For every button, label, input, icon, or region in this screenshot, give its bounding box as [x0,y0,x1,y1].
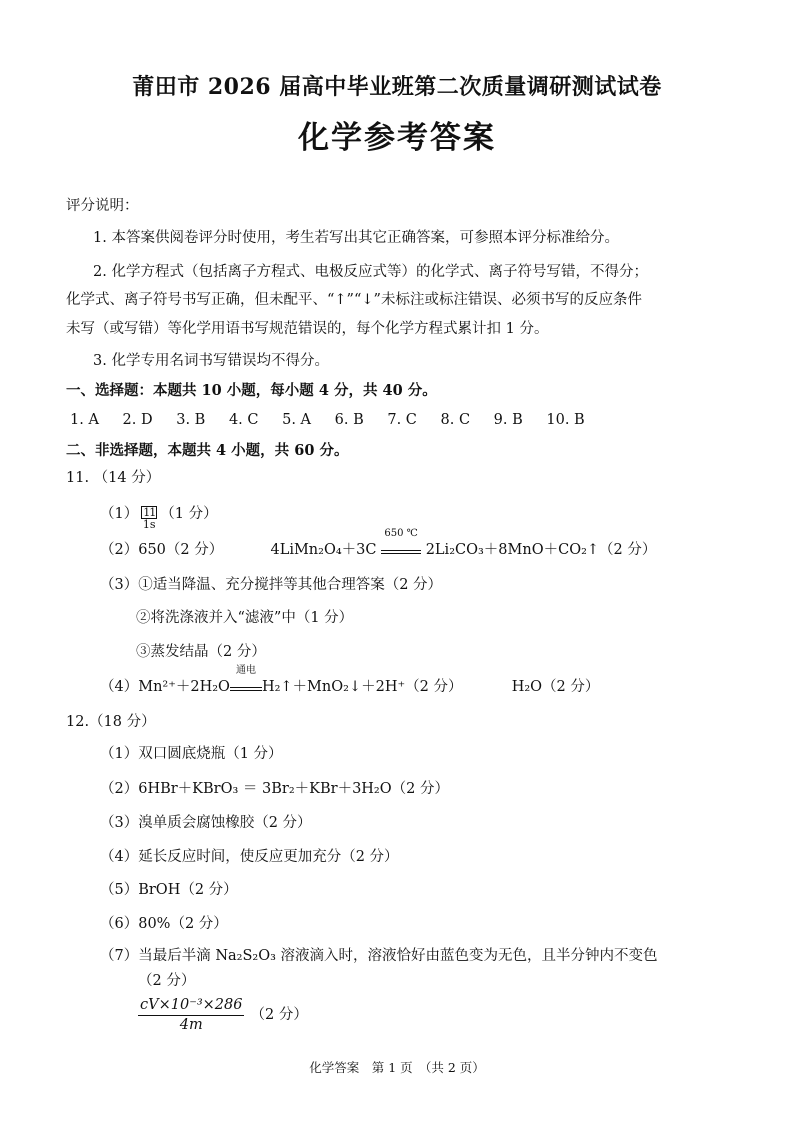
mc-answer: 5. A [282,412,312,428]
mc-answer: 8. C [440,412,471,428]
page-footer: 化学答案 第 1 页 （共 2 页） [309,1060,485,1075]
q11-part1: $(1) \frac{11}{1s}$ （1 分） [100,506,218,531]
q12-part2: （2）6HBr＋KBrO₃ ＝ 3Br₂＋KBr＋3H₂O（2 分） [100,781,449,797]
q12-part7-score: （2 分） [138,973,196,989]
q12-part4: （4）延长反应时间，使反应更加充分（2 分） [100,849,399,865]
scoring-rule-2-line-1: 2. 化学方程式（包括离子方程式、电极反应式等）的化学式、离子符号写错，不得分； [93,264,648,280]
mc-answer: 10. B [546,412,585,428]
mc-answer: 2. D [122,412,153,428]
mc-answer: 3. B [176,412,206,428]
mc-answer: 7. C [387,412,417,428]
q11-part3-a: （3）①适当降温、充分搅拌等其他合理答案（2 分） [100,577,443,593]
q12-part1: （1）双口圆底烧瓶（1 分） [100,746,283,762]
answer-title: 化学参考答案 [298,120,496,156]
q12-part5: （5）BrOH（2 分） [100,882,238,898]
exam-title: 莆田市 2026 届高中毕业班第二次质量调研测试试卷 [132,74,662,100]
q12-part6: （6）80%（2 分） [100,916,228,932]
multiple-choice-answers [70,412,604,428]
electrolysis-condition-arrow: 通电 [230,679,262,699]
q11-part2: （2）650（2 分） 4LiMn₂O₄＋3C 650 ℃ 2Li₂CO₃＋8MnO＋CO₂↑（2 分） [100,540,656,562]
q12-part3: （3）溴单质会腐蚀橡胶（2 分） [100,815,312,831]
q11-part3-c: ③蒸发结晶（2 分） [136,644,266,660]
mc-answer: 9. B [493,412,523,428]
q12-heading: 12.（18 分） [66,714,156,730]
scoring-rule-3: 3. 化学专用名词书写错误均不得分。 [93,353,329,369]
mc-answer: 6. B [334,412,364,428]
section1-heading: 一、选择题：本题共 10 小题，每小题 4 分，共 40 分。 [66,382,437,399]
orbital-diagram: $\frac{11}{1s}$ [142,506,156,531]
q11-part3-b: ②将洗涤液并入“滤液”中（1 分） [136,610,354,626]
q11-heading: 11. （14 分） [66,470,161,486]
scoring-heading: 评分说明： [66,198,139,214]
q11-equation-right: 2Li₂CO₃＋8MnO＋CO₂↑ [425,542,600,558]
q11-equation-left: 4LiMn₂O₄＋3C [270,542,377,558]
fraction: $\frac{\text{cV×10⁻³×286}}{4m}$ [140,997,243,1033]
q12-part7: （7）当最后半滴 Na₂S₂O₃ 溶液滴入时，溶液恰好由蓝色变为无色，且半分钟内不变色 [100,948,658,964]
section2-heading: 二、非选择题，本题共 4 小题，共 60 分。 [66,442,349,459]
reaction-condition-arrow: 650 ℃ [381,542,421,562]
q12-fraction-answer: $\frac{\text{cV×10⁻³×286}}{4m}$ （2 分） [140,997,308,1033]
q11-part4: （4）Mn²⁺＋2H₂O 通电 H₂↑＋MnO₂↓＋2H⁺（2 分） H₂O（2 分） [100,677,599,699]
scoring-rule-2-line-3: 未写（或写错）等化学用语书写规范错误的，每个化学方程式累计扣 1 分。 [66,321,549,337]
mc-answer: 1. A [70,412,99,428]
scoring-rule-1: 1. 本答案供阅卷评分时使用，考生若写出其它正确答案，可参照本评分标准给分。 [93,230,619,246]
mc-answer: 4. C [228,412,259,428]
scoring-rule-2-line-2: 化学式、离子符号书写正确，但未配平、“↑”“↓”未标注或标注错误、必须书写的反应条件 [66,292,642,308]
